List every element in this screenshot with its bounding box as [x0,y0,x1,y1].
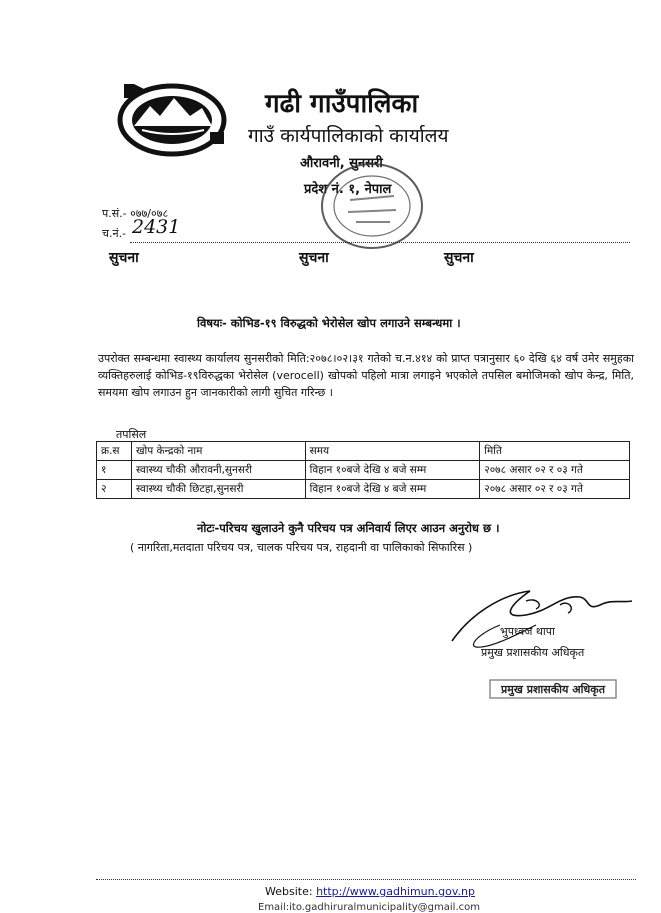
notice-heading-right: सुचना [444,250,474,266]
tapsil-label: तपसिल [116,428,147,441]
signer-designation: प्रमुख प्रशासकीय अधिकृत [481,646,585,659]
province-label: प्रदेश नं. १, नेपाल [304,182,392,197]
designation-stamp [489,678,617,700]
column-header: खोप केन्द्रको नाम [131,442,305,461]
reference-cn-label: च.नं.- [102,227,127,240]
signer-name: भुपध्वज थापा [500,625,555,638]
table-cell: स्वास्थ्य चौकी औरावनी,सुनसरी [131,461,305,480]
office-name: गाउँ कार्यपालिकाको कार्यालय [248,125,449,147]
footer-email: Email:ito.gadhiruralmunicipality@gmail.com [258,902,480,913]
note-line: नोटः-परिचय खुलाउने कुनै परिचय पत्र अनिवार्य लिएर आउन अनुरोध छ । [197,521,500,535]
org-name: गढी गाउँपालिका [265,89,419,119]
reference-ps: प.सं.- ०७७/०७८ [102,207,169,220]
table-cell: स्वास्थ्य चौकी छिटहा,सुनसरी [131,480,305,499]
footer-website [265,885,475,898]
table-cell: विहान १०बजे देखि ४ बजे सम्म [305,461,480,480]
column-header: क्र.स [97,442,132,461]
footer-divider [96,879,636,880]
handwritten-signature [440,575,640,655]
office-address: औरावनी, सुनसरी [300,156,383,171]
table-header-row [97,442,630,461]
table-row [97,480,630,499]
table-cell: २ [97,480,132,499]
table-row [97,461,630,480]
footer-website-label: Website: [265,885,317,898]
column-header: मिति [480,442,630,461]
subject-line: विषयः- कोभिड-१९ विरुद्धको भेरोसेल खोप लगाउने सम्बन्धमा । [197,316,461,330]
body-paragraph: उपरोक्त सम्बन्धमा स्वास्थ्य कार्यालय सुनसरीको मिति:२०७८।०२।३१ गतेको च.न.४१४ को प्राप्त पत्रानुसार ६० देखि ६४ वर्ष उमेर समुहका व्यक्तिहरुलाई कोभिड-१९विरुद्धका भेरोसेल (verocell) खोपको पहिलो मात्रा लगाइने भएकोले तपसिल बमोजिमको खोप केन्द्र, मिति, समयमा खोप लगाउन हुन जानकारीको लागी सुचित गरिन्छ । [98,352,634,399]
vaccination-schedule-table [96,441,630,499]
note-documents: ( नागरिता,मतदाता परिचय पत्र, चालक परिचय पत्र, राहदानी वा पालिकाको सिफारिस ) [130,541,473,554]
svg-text:प्रमुख प्रशासकीय अधिकृत: प्रमुख प्रशासकीय अधिकृत [501,683,605,696]
office-stamp [318,160,426,252]
website-link[interactable]: http://www.gadhimun.gov.np [316,885,475,898]
municipality-logo [112,72,232,162]
header-divider [130,242,630,243]
table-cell: विहान १०बजे देखि ४ बजे सम्म [305,480,480,499]
column-header: समय [305,442,480,461]
notice-heading-left: सुचना [109,250,139,266]
notice-heading-center: सुचना [299,250,329,266]
table-cell: १ [97,461,132,480]
table-cell: २०७८ असार ०२ र ०३ गते [480,480,630,499]
reference-cn-number: 2431 [132,216,181,238]
table-cell: २०७८ असार ०२ र ०३ गते [480,461,630,480]
